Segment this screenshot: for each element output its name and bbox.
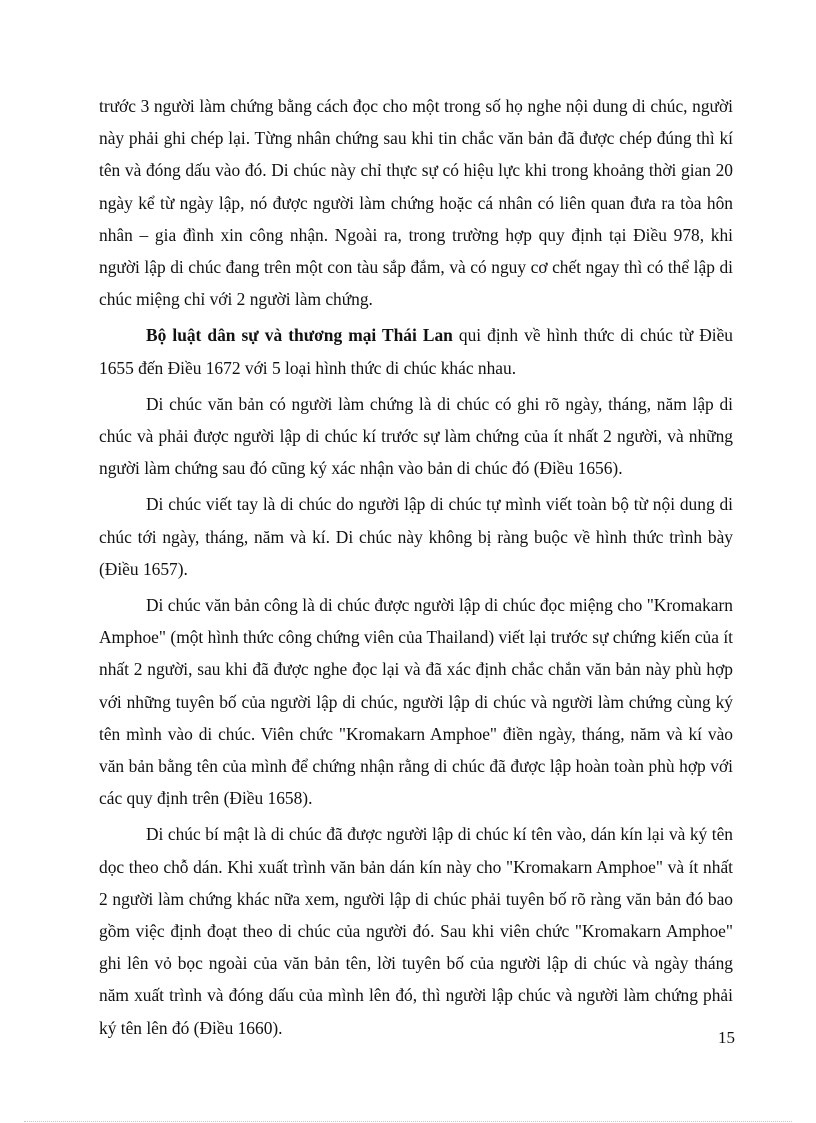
thai-civil-code-title: Bộ luật dân sự và thương mại Thái Lan: [146, 325, 453, 346]
paragraph-public-will: Di chúc văn bản công là di chúc được người lập di chúc đọc miệng cho "Kromakarn Amphoe" (một hình thức công chứng viên của Thailand) viết lại trước sự chứng kiến của ít nhất 2 người, sau khi đã được nghe đọc lại và đã xác định chắc chắn văn bản này phù hợp với những tuyên bố của người lập di chúc, người lập di chúc và người làm chứng cùng ký tên mình vào di chúc. Viên chức "Kromakarn Amphoe" điền ngày, tháng, năm và kí vào văn bản bằng tên của mình để chứng nhận rằng di chúc đã được lập hoàn toàn phù hợp với các quy định trên (Điều 1658).: [99, 595, 733, 809]
paragraph-continuation: trước 3 người làm chứng bằng cách đọc cho một trong số họ nghe nội dung di chúc, người này phải ghi chép lại. Từng nhân chứng sau khi tin chắc văn bản đã được chép đúng thì kí tên và đóng dấu vào đó. Di chúc này chỉ thực sự có hiệu lực khi trong khoảng thời gian 20 ngày kể từ ngày lập, nó được người làm chứng hoặc cá nhân có liên quan đưa ra tòa hôn nhân – gia đình xin công nhận. Ngoài ra, trong trường hợp quy định tại Điều 978, khi người lập di chúc đang trên một con tàu sắp đắm, và có nguy cơ chết ngay thì có thể lập di chúc miệng chỉ với 2 người làm chứng.: [99, 96, 733, 310]
paragraph-secret-will: Di chúc bí mật là di chúc đã được người lập di chúc kí tên vào, dán kín lại và ký tên dọc theo chỗ dán. Khi xuất trình văn bản dán kín này cho "Kromakarn Amphoe" và ít nhất 2 người làm chứng khác nữa xem, người lập di chúc phải tuyên bố rõ ràng văn bản đó bao gồm việc định đoạt theo di chúc của người đó. Sau khi viên chức "Kromakarn Amphoe" ghi lên vỏ bọc ngoài của văn bản tên, lời tuyên bố của người lập di chúc và ngày tháng năm xuất trình và đóng dấu của mình lên đó, thì người lập chúc và người làm chứng phải ký tên lên đó (Điều 1660).: [99, 824, 733, 1038]
document-body: [99, 90, 733, 1048]
paragraph-witnessed-will: Di chúc văn bản có người làm chứng là di chúc có ghi rõ ngày, tháng, năm lập di chúc và phải được người lập di chúc kí trước sự làm chứng của ít nhất 2 người, và những người làm chứng sau đó cũng ký xác nhận vào bản di chúc đó (Điều 1656).: [99, 393, 733, 479]
paragraph-thai-civil-code: [99, 319, 733, 383]
paragraph-handwritten-will: Di chúc viết tay là di chúc do người lập di chúc tự mình viết toàn bộ từ nội dung di chúc tới ngày, tháng, năm và kí. Di chúc này không bị ràng buộc về hình thức trình bày (Điều 1657).: [99, 494, 733, 579]
thai-civil-code-text: qui định về hình thức di chúc từ Điều 1655 đến Điều 1672 với 5 loại hình thức di chúc khác nhau.: [99, 325, 733, 378]
page-number: 15: [718, 1028, 735, 1047]
page-bottom-divider: [24, 1121, 792, 1122]
